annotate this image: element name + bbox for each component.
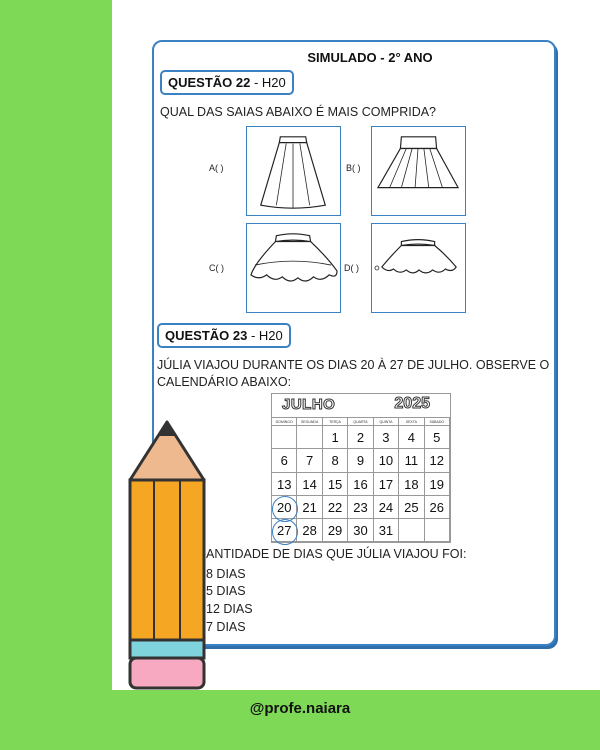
question-23-code: - H20 <box>247 328 283 343</box>
calendar-day: 20 <box>272 496 297 519</box>
calendar <box>271 393 451 543</box>
calendar-day: 6 <box>272 449 297 472</box>
calendar-day: 4 <box>399 426 424 449</box>
answer-option-d[interactable]: 7 DIAS <box>206 620 246 634</box>
question-22-code: - H20 <box>250 75 286 90</box>
calendar-day: 24 <box>374 496 399 519</box>
calendar-day: 9 <box>348 449 373 472</box>
calendar-day <box>297 426 322 449</box>
answer-option-b[interactable]: 5 DIAS <box>206 584 246 598</box>
answer-option-a[interactable]: 8 DIAS <box>206 567 246 581</box>
calendar-day: 26 <box>425 496 450 519</box>
option-c-image[interactable] <box>246 223 341 313</box>
calendar-day: 18 <box>399 473 424 496</box>
calendar-day: 3 <box>374 426 399 449</box>
option-d-label[interactable]: D( ) <box>344 263 359 273</box>
calendar-day: 25 <box>399 496 424 519</box>
calendar-weekday: SÁBADO <box>425 418 450 426</box>
calendar-day: 19 <box>425 473 450 496</box>
calendar-day: 14 <box>297 473 322 496</box>
question-23-header <box>157 323 291 348</box>
calendar-day: 11 <box>399 449 424 472</box>
calendar-day: 2 <box>348 426 373 449</box>
page-title: SIMULADO - 2° ANO <box>307 50 433 65</box>
question-23-prompt-line2: CALENDÁRIO ABAIXO: <box>157 375 292 389</box>
calendar-day: 10 <box>374 449 399 472</box>
option-a-image[interactable] <box>246 126 341 216</box>
option-a-label[interactable]: A( ) <box>209 163 224 173</box>
question-22-header <box>160 70 294 95</box>
calendar-day <box>399 519 424 542</box>
calendar-day: 15 <box>323 473 348 496</box>
ruffle-skirt-icon <box>372 224 465 312</box>
calendar-day: 5 <box>425 426 450 449</box>
calendar-weekday: TERÇA <box>323 418 348 426</box>
calendar-weekday: DOMINGO <box>272 418 297 426</box>
answer-option-c[interactable]: 12 DIAS <box>206 602 253 616</box>
option-c-label[interactable]: C( ) <box>209 263 224 273</box>
calendar-weekday: SEGUNDA <box>297 418 322 426</box>
calendar-weekday: SEXTA <box>399 418 424 426</box>
calendar-day: 1 <box>323 426 348 449</box>
calendar-weekday: QUARTA <box>348 418 373 426</box>
calendar-month: JULHO <box>282 396 336 413</box>
author-handle: @profe.naiara <box>249 700 351 717</box>
calendar-day: 27 <box>272 519 297 542</box>
question-22-label: QUESTÃO 22 <box>168 75 251 90</box>
option-b-image[interactable] <box>371 126 466 216</box>
pencil-icon <box>126 420 208 692</box>
footer-band <box>0 690 600 750</box>
calendar-day <box>272 426 297 449</box>
calendar-day: 23 <box>348 496 373 519</box>
calendar-grid <box>272 418 450 542</box>
calendar-day: 30 <box>348 519 373 542</box>
option-b-label[interactable]: B( ) <box>346 163 361 173</box>
question-22-prompt: QUAL DAS SAIAS ABAIXO É MAIS COMPRIDA? <box>160 105 437 119</box>
pleated-skirt-icon <box>372 127 465 215</box>
calendar-header <box>272 394 450 418</box>
calendar-day: 29 <box>323 519 348 542</box>
calendar-year: 2025 <box>394 395 430 412</box>
calendar-day: 8 <box>323 449 348 472</box>
calendar-day: 28 <box>297 519 322 542</box>
question-23-question: ANTIDADE DE DIAS QUE JÚLIA VIAJOU FOI: <box>206 547 467 561</box>
calendar-day: 13 <box>272 473 297 496</box>
option-d-image[interactable] <box>371 223 466 313</box>
calendar-day: 22 <box>323 496 348 519</box>
calendar-day: 7 <box>297 449 322 472</box>
long-skirt-icon <box>247 127 340 215</box>
calendar-day <box>425 519 450 542</box>
calendar-weekday: QUINTA <box>374 418 399 426</box>
calendar-day: 16 <box>348 473 373 496</box>
calendar-day: 17 <box>374 473 399 496</box>
calendar-day: 21 <box>297 496 322 519</box>
question-23-label: QUESTÃO 23 <box>165 328 248 343</box>
calendar-day: 12 <box>425 449 450 472</box>
tutu-skirt-icon <box>247 224 340 312</box>
calendar-day: 31 <box>374 519 399 542</box>
question-23-prompt-line1: JÚLIA VIAJOU DURANTE OS DIAS 20 À 27 DE JULHO. OBSERVE O <box>157 358 550 372</box>
